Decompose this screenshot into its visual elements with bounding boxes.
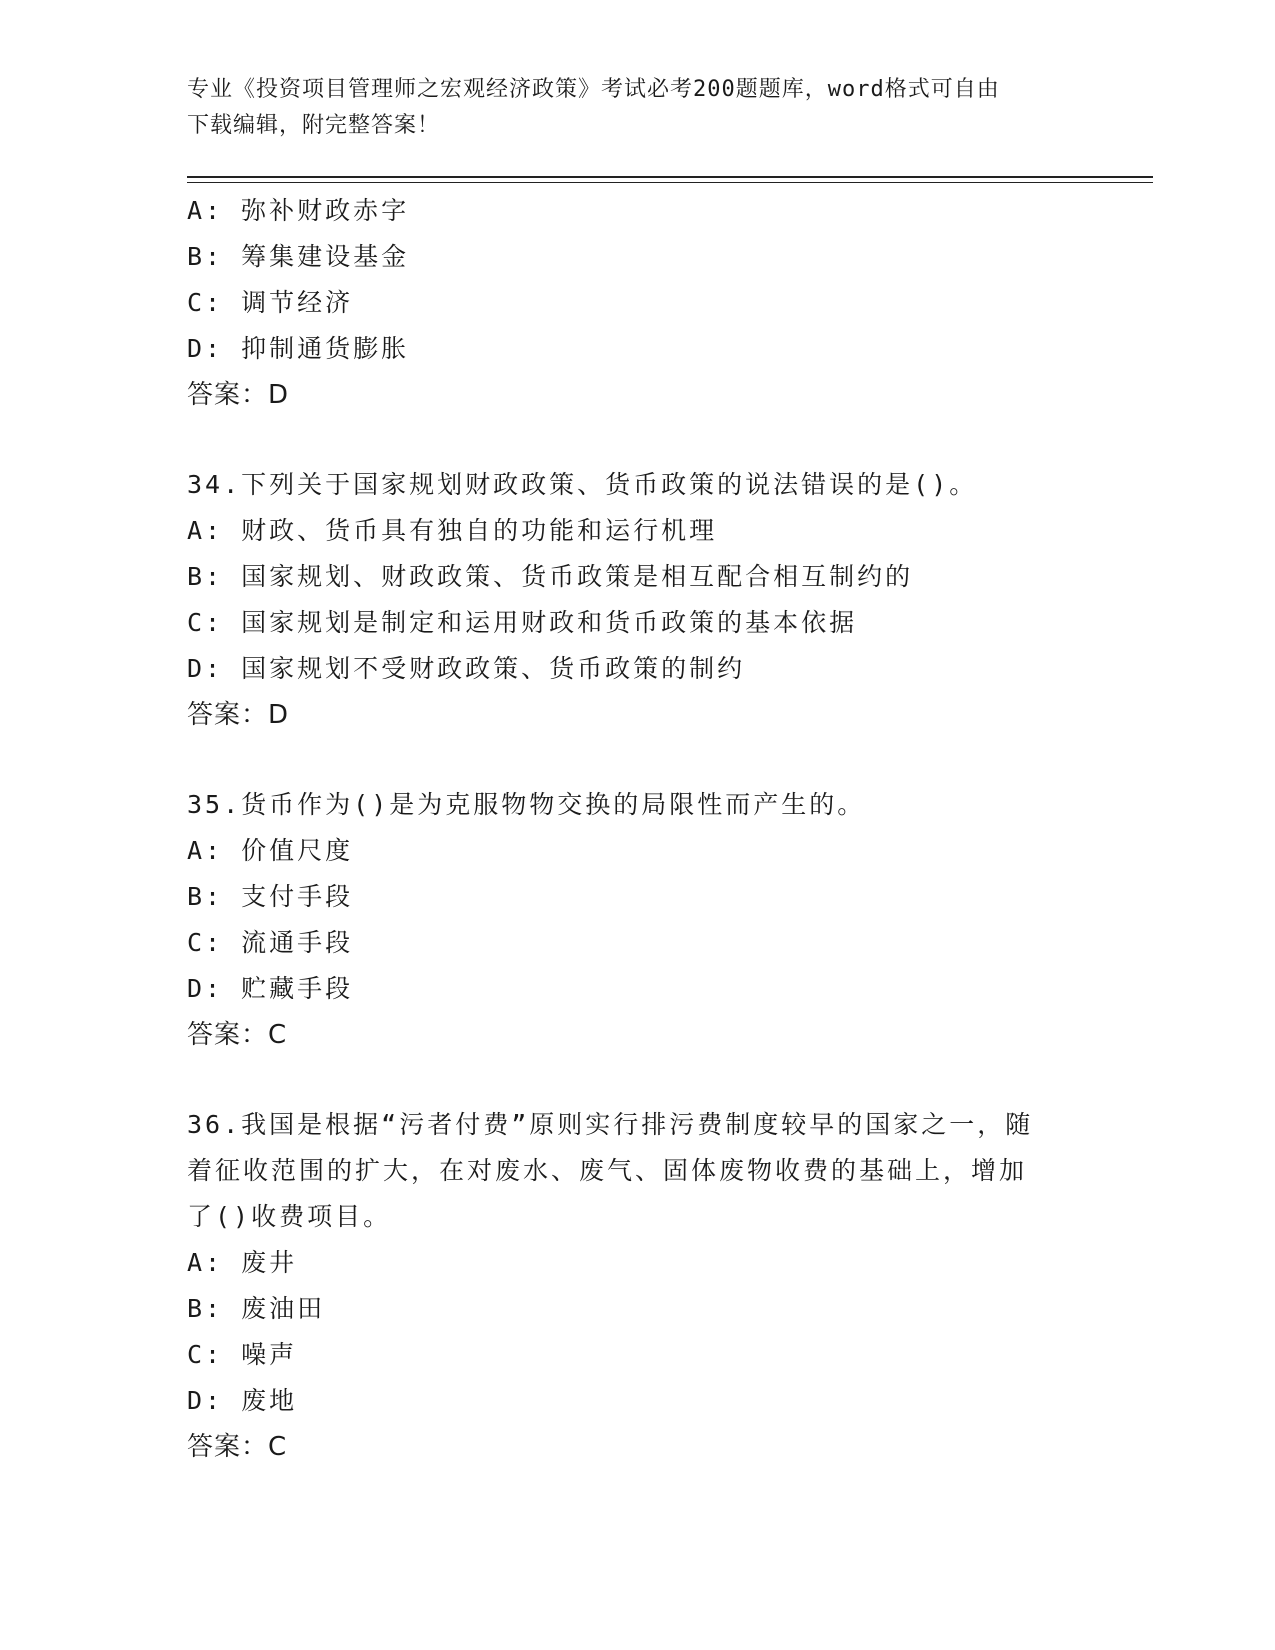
block-spacer (187, 418, 1087, 462)
question-block-36 (187, 1102, 1087, 1470)
header-title-line-1: 专业《投资项目管理师之宏观经济政策》考试必考200题题库，word格式可自由 (187, 77, 1000, 102)
option-a: A: 废井 (187, 1248, 298, 1277)
header-divider-thin (187, 182, 1153, 183)
question-text-line-1: 36.我国是根据“污者付费”原则实行排污费制度较早的国家之一，随 (187, 1110, 1034, 1139)
question-block-35 (187, 782, 1087, 1058)
answer-label: 答案：C (187, 1020, 288, 1050)
option-c: C: 国家规划是制定和运用财政和货币政策的基本依据 (187, 608, 858, 637)
option-c: C: 调节经济 (187, 288, 354, 317)
option-a: A: 价值尺度 (187, 836, 354, 865)
option-b: B: 废油田 (187, 1294, 326, 1323)
option-b: B: 国家规划、财政政策、货币政策是相互配合相互制约的 (187, 562, 914, 591)
question-list (187, 188, 1087, 1470)
header-divider-thick (187, 176, 1153, 178)
question-text-line-2: 着征收范围的扩大，在对废水、废气、固体废物收费的基础上，增加 (187, 1156, 1028, 1185)
option-d: D: 贮藏手段 (187, 974, 354, 1003)
header-title-line-2: 下载编辑，附完整答案！ (187, 113, 441, 138)
question-text: 34.下列关于国家规划财政政策、货币政策的说法错误的是()。 (187, 470, 978, 499)
answer-label: 答案：D (187, 380, 290, 410)
option-a: A: 财政、货币具有独自的功能和运行机理 (187, 516, 718, 545)
block-spacer (187, 1058, 1087, 1102)
option-d: D: 国家规划不受财政政策、货币政策的制约 (187, 654, 746, 683)
block-spacer (187, 738, 1087, 782)
option-d: D: 废地 (187, 1386, 298, 1415)
option-d: D: 抑制通货膨胀 (187, 334, 410, 363)
answer-label: 答案：C (187, 1432, 288, 1462)
document-header (187, 72, 1067, 144)
option-a: A: 弥补财政赤字 (187, 196, 410, 225)
question-text-line-3: 了()收费项目。 (187, 1202, 392, 1231)
option-c: C: 噪声 (187, 1340, 298, 1369)
question-text: 35.货币作为()是为克服物物交换的局限性而产生的。 (187, 790, 866, 819)
option-c: C: 流通手段 (187, 928, 354, 957)
question-block-34 (187, 462, 1087, 738)
answer-label: 答案：D (187, 700, 290, 730)
option-b: B: 筹集建设基金 (187, 242, 410, 271)
option-b: B: 支付手段 (187, 882, 354, 911)
question-block-33 (187, 188, 1087, 418)
